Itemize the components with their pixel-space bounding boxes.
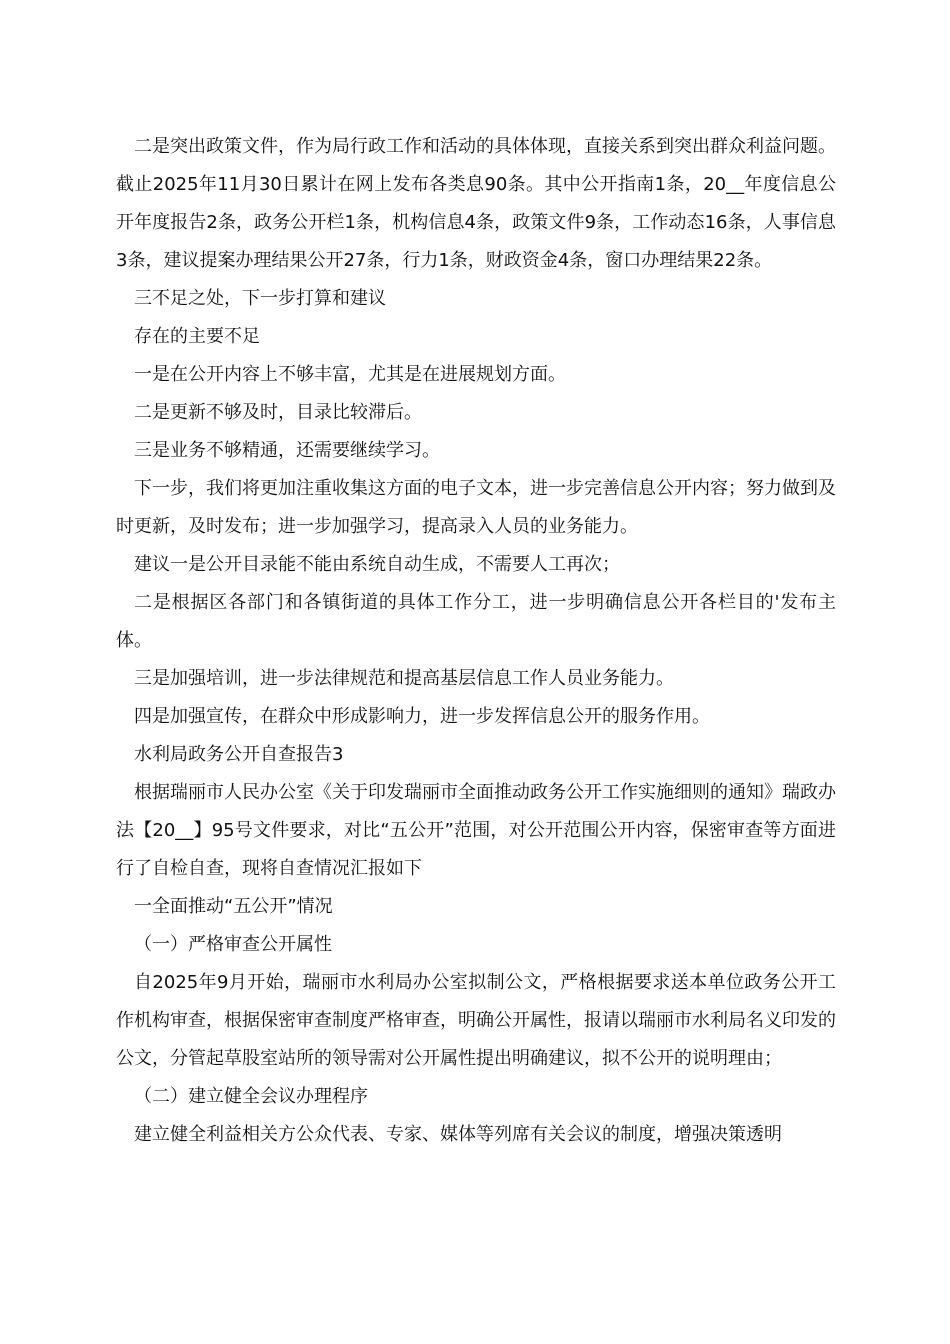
subheading-review-attributes: （一）严格审查公开属性 — [134, 934, 332, 955]
subheading-meeting-procedure: （二）建立健全会议办理程序 — [134, 1086, 368, 1107]
section-heading-shortcomings: 三不足之处，下一步打算和建议 — [134, 288, 386, 309]
report-title: 水利局政务公开自查报告3 — [134, 744, 344, 765]
paragraph-policy-documents: 二是突出政策文件，作为局行政工作和活动的具体体现，直接关系到突出群众利益问题。截止2025年11月30日累计在网上发布各类息90条。其中公开指南1条，20__年度信息公开年度报告2条，政务公开栏1条，机构信息4条，政策文件9条，工作动态16条，人事信息3条，建议提案办理结果公开27条，行力1条，财政资金4条，窗口办理结果22条。 — [116, 136, 836, 271]
paragraph-shortcoming-2: 二是更新不够及时，目录比较滞后。 — [134, 402, 422, 423]
document-body — [116, 128, 836, 1154]
paragraph-review-details: 自2025年9月开始，瑞丽市水利局办公室拟制公文，严格根据要求送本单位政务公开工作机构审查，根据保密审查制度严格审查，明确公开属性，报请以瑞丽市水利局名义印发的公文，分管起草股室站所的领导需对公开属性提出明确建议，拟不公开的说明理由； — [116, 972, 836, 1069]
paragraph-suggestion-1: 建议一是公开目录能不能由系统自动生成，不需要人工再次； — [134, 554, 620, 575]
paragraph-suggestion-3: 三是加强培训，进一步法律规范和提高基层信息工作人员业务能力。 — [134, 668, 674, 689]
paragraph-suggestion-4: 四是加强宣传，在群众中形成影响力，进一步发挥信息公开的服务作用。 — [134, 706, 710, 727]
paragraph-next-steps: 下一步，我们将更加注重收集这方面的电子文本，进一步完善信息公开内容；努力做到及时更新，及时发布；进一步加强学习，提高录入人员的业务能力。 — [116, 478, 836, 537]
section-heading-five-public: 一全面推动“五公开”情况 — [134, 896, 333, 917]
paragraph-meeting-details: 建立健全利益相关方公众代表、专家、媒体等列席有关会议的制度，增强决策透明 — [134, 1124, 782, 1145]
subheading-main-shortcomings: 存在的主要不足 — [134, 326, 260, 347]
paragraph-suggestion-2: 二是根据区各部门和各镇街道的具体工作分工，进一步明确信息公开各栏目的'发布主体。 — [116, 592, 836, 651]
paragraph-report-intro: 根据瑞丽市人民办公室《关于印发瑞丽市全面推动政务公开工作实施细则的通知》瑞政办法【20__】95号文件要求，对比“五公开”范围，对公开范围公开内容，保密审查等方面进行了自检自查，现将自查情况汇报如下 — [116, 782, 836, 879]
paragraph-shortcoming-1: 一是在公开内容上不够丰富，尤其是在进展规划方面。 — [134, 364, 566, 385]
paragraph-shortcoming-3: 三是业务不够精通，还需要继续学习。 — [134, 440, 440, 461]
